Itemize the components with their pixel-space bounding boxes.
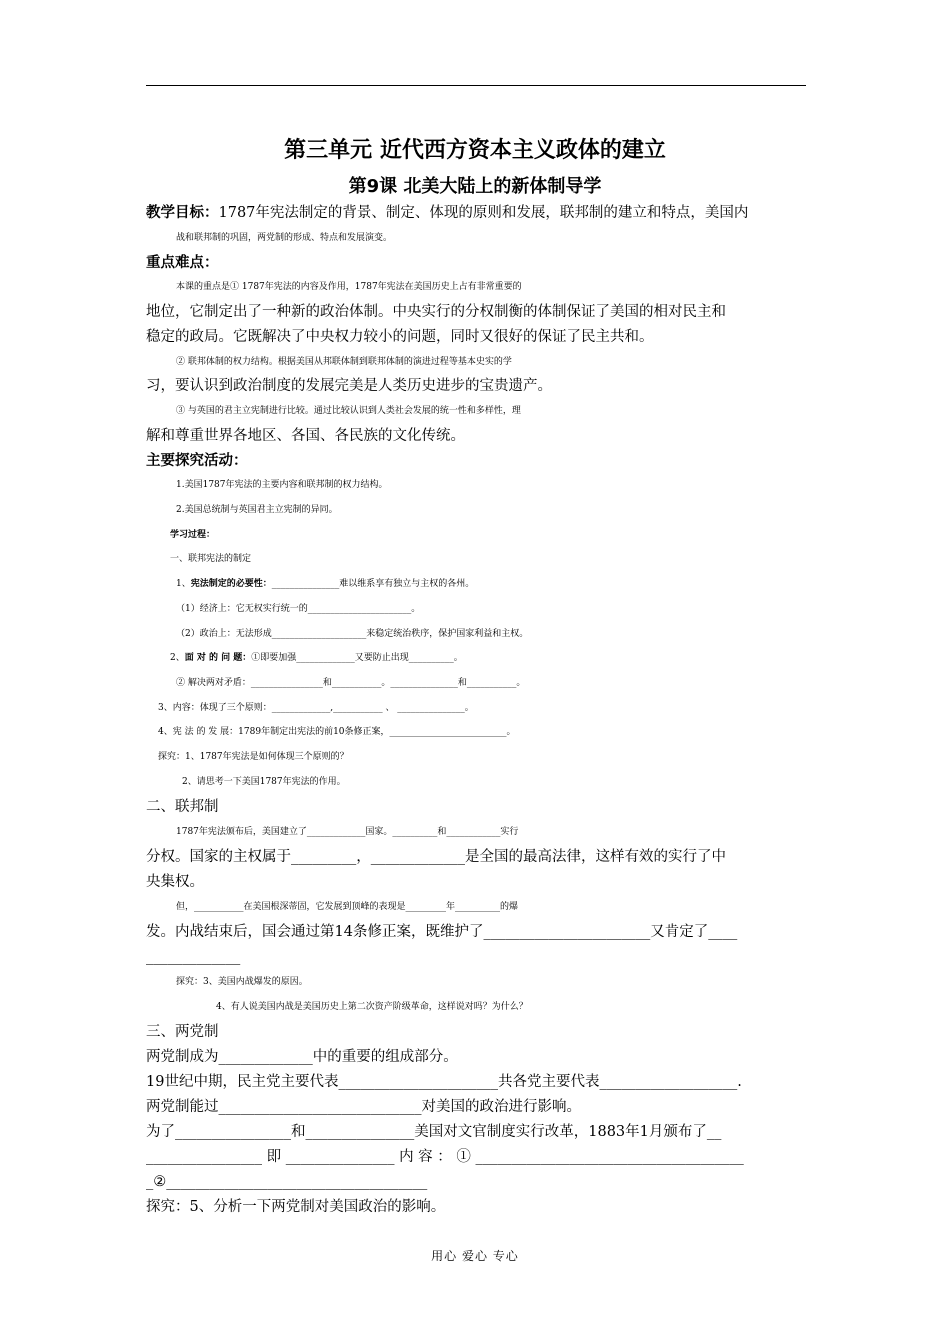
activity-item: 2.美国总统制与英国君主立宪制的异同。	[176, 505, 338, 515]
section2-para: 1787年宪法颁布后，美国建立了_____________国家。__________和____________实行	[176, 827, 519, 837]
key-points-label: 重点难点：	[146, 255, 219, 271]
section1-line-7: 4、宪 法 的 发 展：1789年制定出宪法的前10条修正案，__________________________。	[158, 727, 516, 737]
necessity-text: _______________难以维系享有独立与主权的各州。	[271, 579, 475, 589]
problems-label: 面 对 的 问 题：	[184, 653, 252, 663]
section1-line-1	[176, 572, 840, 597]
section3-heading: 三、两党制	[146, 1024, 219, 1040]
section3-line: _②____________________________________	[146, 1174, 428, 1190]
process-label: 学习过程：	[170, 530, 216, 540]
section3-line: 两党制成为_____________中的重要的组成部分。	[146, 1049, 458, 1065]
objectives-label: 教学目标：	[146, 205, 219, 221]
explore-question-2: 2、请思考一下美国1787年宪法的作用。	[182, 777, 346, 787]
activities-label: 主要探究活动：	[146, 453, 248, 469]
section1-heading: 一、联邦宪法的制定	[170, 554, 252, 564]
key-points-line: 解和尊重世界各地区、各国、各民族的文化传统。	[146, 428, 465, 444]
section3-line: 为了________________和_______________美国对文官制度实行改革，1883年1月颁布了__	[146, 1124, 722, 1140]
section1-line-4	[170, 646, 834, 671]
explore-question-1: 探究：1、1787年宪法是如何体现三个原则的？	[158, 752, 349, 762]
explore-question-4: 4、有人说美国内战是美国历史上第二次资产阶级革命，这样说对吗？为什么？	[216, 1002, 528, 1012]
section3-line: 两党制能过____________________________对美国的政治进行影响。	[146, 1099, 581, 1115]
activity-item: 1.美国1787年宪法的主要内容和联邦制的权力结构。	[176, 480, 388, 490]
key-points-line: 地位，它制定出了一种新的政治体制。中央实行的分权制衡的体制保证了美国的相对民主和	[146, 304, 726, 320]
section2-para: 分权。国家的主权属于_________，_____________是全国的最高法律，这样有效的实行了中	[146, 849, 726, 865]
explore-question-3: 探究：3、美国内战爆发的原因。	[176, 977, 308, 987]
key-points-line: 习，要认识到政治制度的发展完美是人类历史进步的宝贵遗产。	[146, 378, 552, 394]
section1-line-3: （2）政治上：无法形成_____________________来稳定统治秩序，保护国家利益和主权。	[176, 629, 529, 639]
problems-text: ①即要加强_____________又要防止出现__________。	[251, 653, 463, 663]
key-points-line: ② 联邦体制的权力结构。根据美国从邦联体制到联邦体制的演进过程等基本史实的学	[176, 357, 512, 367]
key-points-line: 稳定的政局。它既解决了中央权力较小的问题，同时又很好的保证了民主共和。	[146, 329, 654, 345]
section2-para: 但，___________在美国根深蒂固，它发展到顶峰的表现是_________年__________的爆	[176, 902, 519, 912]
objectives-line-2: 战和联邦制的巩固，两党制的形成、特点和发展演变。	[176, 233, 393, 243]
section2-heading: 二、联邦制	[146, 799, 219, 815]
header-rule	[146, 85, 806, 86]
section2-para: 央集权。	[146, 874, 204, 890]
section2-para: 发。内战结束后，国会通过第14条修正案，既维护了_______________________又肯定了____	[146, 924, 738, 940]
section3-line: 19世纪中期，民主党主要代表______________________共各党主要代表___________________.	[146, 1074, 742, 1090]
explore-question-5: 探究：5、分析一下两党制对美国政治的影响。	[146, 1199, 446, 1215]
objectives-line-1	[146, 201, 810, 226]
section1-line-2: （1）经济上：它无权实行统一的_______________________。	[176, 604, 421, 614]
section2-para: _____________	[146, 949, 241, 965]
key-points-line: ③ 与英国的君主立宪制进行比较。通过比较认识到人类社会发展的统一性和多样性，理	[176, 406, 521, 416]
section1-line-5: ② 解决两对矛盾：________________和___________。_______________和___________。	[176, 678, 526, 688]
item-number: 1、	[176, 579, 191, 589]
item-number: 2、	[170, 653, 185, 663]
key-points-line: 本课的重点是① 1787年宪法的内容及作用，1787年宪法在美国历史上占有非常重要的	[176, 282, 522, 292]
section1-line-6: 3、内容：体现了三个原则：_____________,___________ 、 _______________。	[158, 703, 474, 713]
unit-title: 第三单元 近代西方资本主义政体的建立	[284, 138, 666, 163]
section3-line: ________________ 即 _______________ 内 容 ： ① _____________________________________	[146, 1149, 744, 1165]
objectives-text-1: 1787年宪法制定的背景、制定、体现的原则和发展，联邦制的建立和特点，美国内	[218, 205, 749, 221]
necessity-label: 宪法制定的必要性：	[190, 579, 272, 589]
lesson-title: 第9课 北美大陆上的新体制导学	[348, 176, 602, 197]
page-footer: 用心 爱心 专心	[431, 1249, 519, 1263]
